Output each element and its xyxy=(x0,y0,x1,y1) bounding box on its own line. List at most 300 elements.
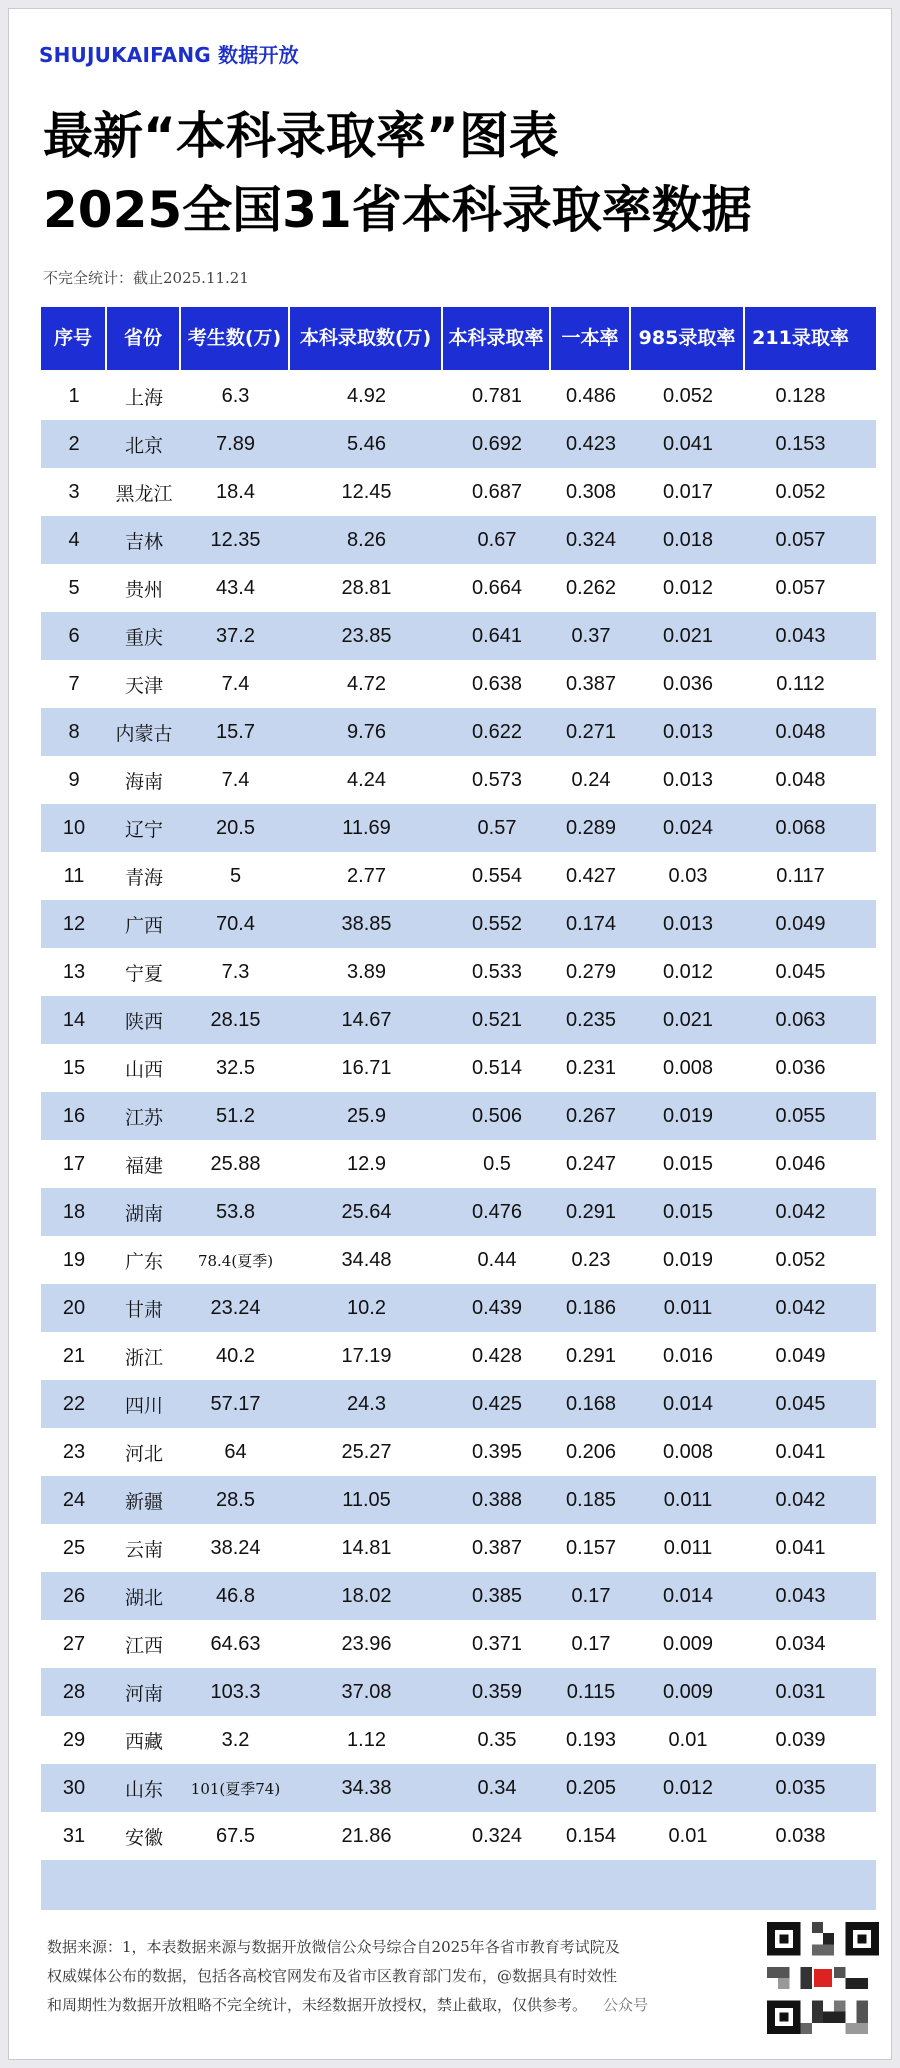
table-row xyxy=(41,372,876,420)
cell-211-rate: 0.049 xyxy=(775,912,826,935)
cell-tier1-rate: 0.423 xyxy=(565,432,617,455)
cell-tier1-rate: 0.193 xyxy=(565,1728,617,1751)
cell-admitted: 11.05 xyxy=(342,1488,391,1511)
cell-province: 海南 xyxy=(124,770,163,793)
cell-index: 31 xyxy=(62,1824,86,1847)
cell-985-rate: 0.008 xyxy=(662,1056,714,1079)
table-row xyxy=(41,516,876,564)
cell-admitted: 11.69 xyxy=(342,816,391,839)
cell-province: 湖南 xyxy=(124,1202,163,1225)
cell-candidates: 7.4 xyxy=(221,768,250,791)
table-row xyxy=(41,1044,876,1092)
cell-index: 3 xyxy=(68,480,80,503)
cell-211-rate: 0.031 xyxy=(775,1680,826,1703)
stat-note: 不完全统计：截止2025.11.21 xyxy=(43,269,249,287)
cell-985-rate: 0.041 xyxy=(662,432,714,455)
header-cell-index: 序号 xyxy=(41,307,107,370)
cell-index: 29 xyxy=(62,1728,86,1751)
cell-index: 11 xyxy=(63,864,85,887)
cell-admitted: 14.81 xyxy=(341,1536,392,1559)
cell-tier1-rate: 0.157 xyxy=(565,1536,617,1559)
table-row xyxy=(41,1188,876,1236)
qr-code-image xyxy=(767,1922,879,2034)
cell-211-rate: 0.042 xyxy=(775,1488,826,1511)
cell-candidates: 5 xyxy=(229,864,242,887)
cell-province: 河北 xyxy=(124,1442,163,1465)
cell-admission-rate: 0.35 xyxy=(477,1728,517,1751)
cell-211-rate: 0.038 xyxy=(775,1824,826,1847)
cell-province: 广东 xyxy=(124,1250,163,1273)
cell-tier1-rate: 0.154 xyxy=(565,1824,617,1847)
cell-admission-rate: 0.34 xyxy=(477,1776,517,1799)
cell-candidates: 37.2 xyxy=(216,624,255,647)
cell-index: 21 xyxy=(62,1344,86,1367)
table-row xyxy=(41,996,876,1044)
table-row xyxy=(41,804,876,852)
cell-index: 20 xyxy=(62,1296,86,1319)
cell-985-rate: 0.012 xyxy=(662,1776,714,1799)
cell-tier1-rate: 0.387 xyxy=(565,672,617,695)
cell-admitted: 10.2 xyxy=(347,1296,386,1319)
header-cell-candidates: 考生数(万) xyxy=(181,307,290,370)
cell-admission-rate: 0.641 xyxy=(471,624,523,647)
cell-candidates: 18.4 xyxy=(216,480,255,503)
cell-index: 4 xyxy=(68,528,80,551)
cell-province: 重庆 xyxy=(124,626,163,649)
cell-index: 8 xyxy=(68,720,80,743)
cell-candidates: 3.2 xyxy=(221,1728,250,1751)
cell-admission-rate: 0.385 xyxy=(471,1584,523,1607)
table-row xyxy=(41,1140,876,1188)
cell-candidates: 70.4 xyxy=(216,912,255,935)
cell-211-rate: 0.049 xyxy=(775,1344,826,1367)
cell-province: 新疆 xyxy=(124,1490,163,1513)
cell-985-rate: 0.018 xyxy=(662,528,714,551)
cell-admission-rate: 0.521 xyxy=(471,1008,523,1031)
cell-211-rate: 0.045 xyxy=(775,1392,826,1415)
cell-tier1-rate: 0.206 xyxy=(565,1440,617,1463)
cell-211-rate: 0.043 xyxy=(775,1584,826,1607)
cell-admitted: 2.77 xyxy=(347,864,386,887)
cell-tier1-rate: 0.23 xyxy=(571,1248,611,1271)
cell-admission-rate: 0.428 xyxy=(471,1344,523,1367)
table-row xyxy=(41,900,876,948)
cell-211-rate: 0.043 xyxy=(775,624,826,647)
cell-admitted: 34.48 xyxy=(341,1248,392,1271)
cell-admission-rate: 0.514 xyxy=(471,1056,523,1079)
cell-admission-rate: 0.67 xyxy=(477,528,517,551)
cell-admitted: 4.72 xyxy=(347,672,386,695)
cell-candidates: 7.3 xyxy=(221,960,250,983)
page-title-line1: 最新“本科录取率”图表 xyxy=(43,107,559,165)
cell-admitted: 23.96 xyxy=(341,1632,392,1655)
cell-candidates: 25.88 xyxy=(210,1152,261,1175)
cell-admission-rate: 0.324 xyxy=(471,1824,523,1847)
cell-985-rate: 0.01 xyxy=(668,1824,708,1847)
cell-province: 陕西 xyxy=(124,1010,163,1033)
cell-tier1-rate: 0.271 xyxy=(565,720,617,743)
cell-admitted: 12.45 xyxy=(341,480,392,503)
cell-211-rate: 0.042 xyxy=(775,1200,826,1223)
table-row xyxy=(41,1524,876,1572)
cell-admitted: 25.9 xyxy=(347,1104,386,1127)
cell-admission-rate: 0.425 xyxy=(471,1392,523,1415)
cell-tier1-rate: 0.17 xyxy=(571,1632,611,1655)
table-row xyxy=(41,1380,876,1428)
footnote-line: 权威媒体公布的数据，包括各高校官网发布及省市区教育部门发布，@数据具有时效性 xyxy=(47,1967,618,1985)
cell-985-rate: 0.052 xyxy=(662,384,714,407)
cell-985-rate: 0.014 xyxy=(662,1584,714,1607)
cell-985-rate: 0.012 xyxy=(662,960,714,983)
cell-admission-rate: 0.5 xyxy=(483,1152,511,1175)
header-cell-province: 省份 xyxy=(107,307,181,370)
cell-985-rate: 0.017 xyxy=(662,480,714,503)
cell-admission-rate: 0.533 xyxy=(471,960,523,983)
cell-tier1-rate: 0.186 xyxy=(565,1296,617,1319)
table-row xyxy=(41,708,876,756)
cell-tier1-rate: 0.486 xyxy=(565,384,617,407)
cell-admitted: 25.27 xyxy=(341,1440,392,1463)
cell-province: 河南 xyxy=(124,1682,163,1705)
cell-province: 甘肃 xyxy=(124,1298,163,1321)
table-row xyxy=(41,1476,876,1524)
cell-admission-rate: 0.439 xyxy=(471,1296,523,1319)
cell-tier1-rate: 0.262 xyxy=(565,576,617,599)
header-cell-admission-rate: 本科录取率 xyxy=(443,307,551,370)
cell-985-rate: 0.013 xyxy=(662,912,714,935)
cell-985-rate: 0.019 xyxy=(662,1248,714,1271)
cell-candidates: 20.5 xyxy=(216,816,255,839)
cell-985-rate: 0.014 xyxy=(662,1392,714,1415)
cell-index: 23 xyxy=(62,1440,86,1463)
cell-admitted: 16.71 xyxy=(341,1056,392,1079)
cell-admission-rate: 0.387 xyxy=(471,1536,523,1559)
cell-admitted: 4.24 xyxy=(347,768,386,791)
cell-province: 北京 xyxy=(124,434,163,457)
cell-985-rate: 0.015 xyxy=(662,1152,714,1175)
cell-admitted: 34.38 xyxy=(341,1776,392,1799)
cell-candidates: 28.15 xyxy=(210,1008,261,1031)
cell-candidates: 101(夏季74) xyxy=(190,1779,281,1798)
cell-candidates: 40.2 xyxy=(216,1344,255,1367)
cell-candidates: 43.4 xyxy=(216,576,255,599)
cell-tier1-rate: 0.235 xyxy=(565,1008,617,1031)
cell-index: 27 xyxy=(62,1632,86,1655)
cell-admitted: 24.3 xyxy=(347,1392,386,1415)
table-row xyxy=(41,612,876,660)
cell-province: 广西 xyxy=(124,914,163,937)
cell-candidates: 57.17 xyxy=(210,1392,261,1415)
cell-candidates: 78.4(夏季) xyxy=(197,1251,274,1270)
cell-985-rate: 0.021 xyxy=(662,624,714,647)
cell-index: 25 xyxy=(62,1536,86,1559)
cell-province: 四川 xyxy=(124,1394,163,1417)
cell-candidates: 28.5 xyxy=(216,1488,255,1511)
cell-211-rate: 0.055 xyxy=(775,1104,826,1127)
cell-admission-rate: 0.388 xyxy=(471,1488,523,1511)
table-row xyxy=(41,1620,876,1668)
table-end-band xyxy=(41,1860,876,1910)
cell-admitted: 17.19 xyxy=(341,1344,392,1367)
cell-province: 西藏 xyxy=(124,1730,163,1753)
cell-tier1-rate: 0.291 xyxy=(565,1344,617,1367)
brand-label: SHUJUKAIFANG 数据开放 xyxy=(39,43,299,67)
cell-211-rate: 0.048 xyxy=(775,768,826,791)
cell-admission-rate: 0.552 xyxy=(471,912,523,935)
cell-admitted: 37.08 xyxy=(341,1680,392,1703)
cell-province: 山西 xyxy=(124,1058,163,1081)
cell-211-rate: 0.052 xyxy=(775,1248,826,1271)
cell-province: 内蒙古 xyxy=(115,722,173,745)
cell-admitted: 4.92 xyxy=(347,384,386,407)
cell-index: 24 xyxy=(62,1488,86,1511)
cell-985-rate: 0.03 xyxy=(668,864,708,887)
page xyxy=(8,8,892,2060)
table-row xyxy=(41,1572,876,1620)
cell-211-rate: 0.035 xyxy=(775,1776,826,1799)
cell-index: 13 xyxy=(62,960,86,983)
cell-province: 山东 xyxy=(124,1778,163,1801)
cell-985-rate: 0.013 xyxy=(662,768,714,791)
admission-table xyxy=(41,307,876,1910)
cell-admission-rate: 0.664 xyxy=(471,576,523,599)
cell-985-rate: 0.016 xyxy=(662,1344,714,1367)
cell-province: 吉林 xyxy=(124,530,163,553)
cell-211-rate: 0.153 xyxy=(775,432,826,455)
cell-tier1-rate: 0.308 xyxy=(565,480,617,503)
cell-index: 30 xyxy=(62,1776,86,1799)
cell-index: 19 xyxy=(62,1248,86,1271)
cell-candidates: 51.2 xyxy=(216,1104,255,1127)
cell-index: 14 xyxy=(62,1008,86,1031)
cell-211-rate: 0.057 xyxy=(775,576,826,599)
cell-211-rate: 0.041 xyxy=(775,1536,826,1559)
table-row xyxy=(41,468,876,516)
cell-admission-rate: 0.781 xyxy=(471,384,523,407)
cell-985-rate: 0.009 xyxy=(662,1680,714,1703)
cell-985-rate: 0.015 xyxy=(662,1200,714,1223)
cell-candidates: 23.24 xyxy=(210,1296,261,1319)
cell-candidates: 6.3 xyxy=(221,384,250,407)
cell-index: 5 xyxy=(68,576,80,599)
cell-admission-rate: 0.554 xyxy=(471,864,523,887)
cell-211-rate: 0.052 xyxy=(775,480,826,503)
cell-province: 辽宁 xyxy=(124,818,163,841)
cell-admission-rate: 0.476 xyxy=(471,1200,523,1223)
cell-tier1-rate: 0.185 xyxy=(565,1488,617,1511)
table-row xyxy=(41,1428,876,1476)
cell-tier1-rate: 0.427 xyxy=(565,864,617,887)
table-row xyxy=(41,1284,876,1332)
cell-admitted: 23.85 xyxy=(341,624,392,647)
cell-tier1-rate: 0.289 xyxy=(565,816,617,839)
cell-211-rate: 0.057 xyxy=(775,528,826,551)
cell-index: 17 xyxy=(62,1152,86,1175)
cell-admitted: 18.02 xyxy=(341,1584,392,1607)
cell-province: 天津 xyxy=(124,674,163,697)
cell-candidates: 64.63 xyxy=(210,1632,261,1655)
cell-admitted: 3.89 xyxy=(347,960,386,983)
table-row xyxy=(41,948,876,996)
cell-admission-rate: 0.371 xyxy=(471,1632,523,1655)
cell-province: 福建 xyxy=(124,1154,163,1177)
cell-tier1-rate: 0.115 xyxy=(566,1680,616,1703)
cell-candidates: 103.3 xyxy=(210,1680,261,1703)
cell-admission-rate: 0.638 xyxy=(471,672,523,695)
cell-candidates: 12.35 xyxy=(210,528,261,551)
cell-985-rate: 0.024 xyxy=(662,816,714,839)
cell-211-rate: 0.042 xyxy=(775,1296,826,1319)
cell-admitted: 14.67 xyxy=(341,1008,392,1031)
cell-admission-rate: 0.44 xyxy=(477,1248,517,1271)
cell-candidates: 7.89 xyxy=(216,432,255,455)
cell-index: 15 xyxy=(62,1056,86,1079)
cell-admission-rate: 0.395 xyxy=(471,1440,523,1463)
cell-211-rate: 0.046 xyxy=(775,1152,826,1175)
cell-index: 7 xyxy=(68,672,80,695)
cell-province: 云南 xyxy=(124,1538,163,1561)
cell-index: 18 xyxy=(62,1200,86,1223)
cell-admitted: 5.46 xyxy=(347,432,386,455)
header-cell-tier1-rate: 一本率 xyxy=(551,307,631,370)
cell-985-rate: 0.036 xyxy=(662,672,714,695)
watermark-label: 公众号 xyxy=(603,1996,649,2014)
cell-985-rate: 0.012 xyxy=(662,576,714,599)
cell-admission-rate: 0.506 xyxy=(471,1104,523,1127)
cell-candidates: 38.24 xyxy=(210,1536,261,1559)
cell-index: 2 xyxy=(68,432,80,455)
cell-tier1-rate: 0.247 xyxy=(565,1152,617,1175)
cell-admission-rate: 0.359 xyxy=(471,1680,523,1703)
cell-candidates: 67.5 xyxy=(216,1824,255,1847)
table-row xyxy=(41,660,876,708)
header-cell-211-rate: 211录取率 xyxy=(752,327,849,349)
cell-admitted: 8.26 xyxy=(347,528,386,551)
cell-admission-rate: 0.57 xyxy=(477,816,517,839)
table-body xyxy=(41,372,876,1860)
cell-211-rate: 0.039 xyxy=(775,1728,826,1751)
header-cell-admitted: 本科录取数(万) xyxy=(290,307,443,370)
cell-211-rate: 0.036 xyxy=(775,1056,826,1079)
footnote-line: 数据来源：1，本表数据来源与数据开放微信公众号综合自2025年各省市教育考试院及 xyxy=(47,1938,620,1956)
cell-index: 26 xyxy=(62,1584,86,1607)
cell-985-rate: 0.009 xyxy=(662,1632,714,1655)
cell-admitted: 28.81 xyxy=(341,576,392,599)
cell-985-rate: 0.019 xyxy=(662,1104,714,1127)
cell-candidates: 64 xyxy=(224,1440,247,1463)
cell-admission-rate: 0.687 xyxy=(471,480,523,503)
table-header-row xyxy=(41,307,876,372)
cell-211-rate: 0.112 xyxy=(776,672,825,695)
table-row xyxy=(41,564,876,612)
cell-985-rate: 0.011 xyxy=(663,1536,713,1559)
cell-index: 28 xyxy=(62,1680,86,1703)
table-row xyxy=(41,1236,876,1284)
cell-admitted: 9.76 xyxy=(347,720,386,743)
cell-985-rate: 0.021 xyxy=(662,1008,714,1031)
cell-index: 10 xyxy=(62,816,86,839)
cell-index: 16 xyxy=(62,1104,86,1127)
table-row xyxy=(41,852,876,900)
cell-985-rate: 0.013 xyxy=(662,720,714,743)
cell-province: 贵州 xyxy=(124,578,163,601)
cell-985-rate: 0.01 xyxy=(668,1728,708,1751)
cell-211-rate: 0.117 xyxy=(776,864,825,887)
footnote-line: 和周期性为数据开放粗略不完全统计，未经数据开放授权，禁止截取，仅供参考。 xyxy=(47,1996,588,2014)
table-row xyxy=(41,1668,876,1716)
cell-province: 湖北 xyxy=(124,1586,163,1609)
cell-985-rate: 0.008 xyxy=(662,1440,714,1463)
cell-candidates: 7.4 xyxy=(221,672,250,695)
table-row xyxy=(41,1716,876,1764)
cell-tier1-rate: 0.267 xyxy=(565,1104,617,1127)
cell-province: 黑龙江 xyxy=(115,482,173,505)
cell-province: 宁夏 xyxy=(124,962,163,985)
cell-tier1-rate: 0.231 xyxy=(565,1056,617,1079)
cell-211-rate: 0.128 xyxy=(775,384,826,407)
cell-province: 江苏 xyxy=(124,1106,163,1129)
table-row xyxy=(41,1092,876,1140)
table-row xyxy=(41,1812,876,1860)
cell-tier1-rate: 0.291 xyxy=(565,1200,617,1223)
cell-tier1-rate: 0.168 xyxy=(565,1392,617,1415)
cell-tier1-rate: 0.324 xyxy=(565,528,617,551)
cell-tier1-rate: 0.205 xyxy=(565,1776,617,1799)
cell-province: 上海 xyxy=(124,386,163,409)
cell-tier1-rate: 0.174 xyxy=(565,912,617,935)
cell-211-rate: 0.034 xyxy=(775,1632,826,1655)
cell-211-rate: 0.048 xyxy=(775,720,826,743)
cell-index: 1 xyxy=(68,384,80,407)
cell-province: 青海 xyxy=(124,866,163,889)
cell-211-rate: 0.063 xyxy=(775,1008,826,1031)
cell-admitted: 25.64 xyxy=(341,1200,392,1223)
cell-index: 22 xyxy=(62,1392,86,1415)
cell-985-rate: 0.011 xyxy=(663,1488,713,1511)
cell-province: 安徽 xyxy=(124,1826,163,1849)
cell-admitted: 38.85 xyxy=(341,912,392,935)
cell-admitted: 1.12 xyxy=(347,1728,386,1751)
cell-admitted: 21.86 xyxy=(341,1824,392,1847)
cell-tier1-rate: 0.17 xyxy=(571,1584,611,1607)
page-title-line2: 2025全国31省本科录取率数据 xyxy=(43,181,752,239)
cell-index: 9 xyxy=(68,768,80,791)
table-row xyxy=(41,420,876,468)
cell-province: 江西 xyxy=(124,1634,163,1657)
cell-province: 浙江 xyxy=(124,1346,163,1369)
cell-tier1-rate: 0.24 xyxy=(571,768,611,791)
cell-tier1-rate: 0.37 xyxy=(571,624,611,647)
cell-admission-rate: 0.692 xyxy=(471,432,523,455)
cell-candidates: 46.8 xyxy=(216,1584,255,1607)
header-cell-985-rate: 985录取率 xyxy=(631,307,745,370)
table-row xyxy=(41,1332,876,1380)
cell-985-rate: 0.011 xyxy=(663,1296,713,1319)
cell-index: 6 xyxy=(68,624,80,647)
cell-admission-rate: 0.573 xyxy=(471,768,523,791)
cell-candidates: 32.5 xyxy=(216,1056,255,1079)
source-footnote xyxy=(47,1933,737,2020)
cell-admission-rate: 0.622 xyxy=(471,720,523,743)
cell-candidates: 15.7 xyxy=(216,720,255,743)
cell-211-rate: 0.045 xyxy=(775,960,826,983)
cell-tier1-rate: 0.279 xyxy=(565,960,617,983)
cell-211-rate: 0.041 xyxy=(775,1440,826,1463)
table-row xyxy=(41,1764,876,1812)
cell-index: 12 xyxy=(62,912,86,935)
cell-admitted: 12.9 xyxy=(347,1152,386,1175)
cell-211-rate: 0.068 xyxy=(775,816,826,839)
